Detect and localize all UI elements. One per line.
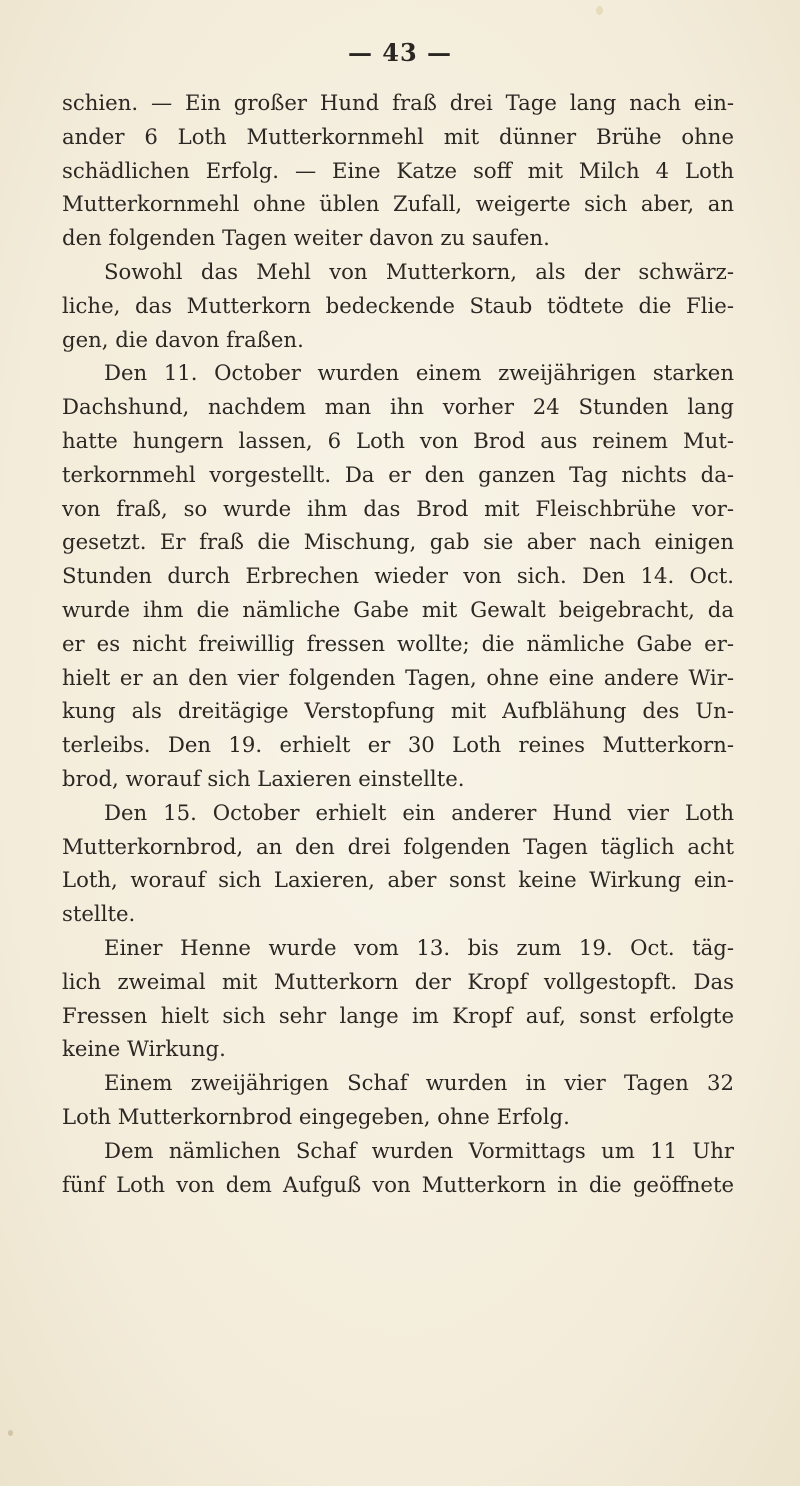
paper-spot [8, 1430, 13, 1436]
text-line: hatte hungern lassen, 6 Loth von Brod aus reinem Mut- [62, 427, 734, 453]
text-line: ander 6 Loth Mutterkornmehl mit dünner Brühe ohne [62, 123, 734, 149]
text-line: hielt er an den vier folgenden Tagen, ohne eine andere Wir- [62, 664, 734, 690]
text-line: Einem zweijährigen Schaf wurden in vier Tagen 32 [104, 1070, 734, 1096]
text-line: terleibs. Den 19. erhielt er 30 Loth reines Mutterkorn- [62, 732, 734, 758]
text-line: fünf Loth von dem Aufguß von Mutterkorn in die geöffnete [62, 1171, 734, 1197]
text-line: Stunden durch Erbrechen wieder von sich. Den 14. Oct. [62, 563, 734, 589]
text-line: stellte. [62, 901, 136, 927]
text-line: Dem nämlichen Schaf wurden Vormittags um 11 Uhr [104, 1137, 734, 1163]
text-line: keine Wirkung. [62, 1036, 226, 1062]
text-line: kung als dreitägige Verstopfung mit Aufblähung des Un- [62, 698, 734, 724]
text-line: terkornmehl vorgestellt. Da er den ganzen Tag nichts da- [62, 461, 734, 487]
text-line: gen, die davon fraßen. [62, 326, 304, 352]
text-line: Den 11. October wurden einem zweijährigen starken [104, 360, 734, 386]
text-line: Mutterkornbrod, an den drei folgenden Tagen täglich acht [62, 833, 734, 859]
text-line: schien. — Ein großer Hund fraß drei Tage lang nach ein- [62, 90, 734, 115]
text-line: Einer Henne wurde vom 13. bis zum 19. Oct. täg- [104, 934, 734, 960]
text-line: liche, das Mutterkorn bedeckende Staub tödtete die Flie- [62, 292, 734, 318]
text-line: Dachshund, nachdem man ihn vorher 24 Stunden lang [62, 394, 734, 420]
body-text [62, 86, 734, 1201]
page-number: — 43 — [347, 38, 453, 67]
paper-spot [596, 6, 603, 15]
text-line: Mutterkornmehl ohne üblen Zufall, weigerte sich aber, an [62, 191, 734, 217]
text-line: Loth, worauf sich Laxieren, aber sonst keine Wirkung ein- [62, 867, 734, 893]
text-line: Loth Mutterkornbrod eingegeben, ohne Erfolg. [62, 1103, 570, 1129]
text-line: brod, worauf sich Laxieren einstellte. [62, 765, 465, 791]
text-line: Sowohl das Mehl von Mutterkorn, als der schwärz- [104, 258, 734, 284]
text-line: wurde ihm die nämliche Gabe mit Gewalt beigebracht, da [62, 596, 734, 622]
text-line: von fraß, so wurde ihm das Brod mit Fleischbrühe vor- [62, 495, 734, 521]
text-line: er es nicht freiwillig fressen wollte; die nämliche Gabe er- [62, 630, 734, 656]
text-line: Fressen hielt sich sehr lange im Kropf auf, sonst erfolgte [62, 1002, 734, 1028]
text-line: gesetzt. Er fraß die Mischung, gab sie aber nach einigen [62, 529, 734, 555]
text-line: Den 15. October erhielt ein anderer Hund vier Loth [104, 799, 734, 825]
text-line: schädlichen Erfolg. — Eine Katze soff mit Milch 4 Loth [62, 157, 734, 183]
text-line: den folgenden Tagen weiter davon zu saufen. [62, 225, 550, 251]
text-line: lich zweimal mit Mutterkorn der Kropf vollgestopft. Das [62, 968, 734, 994]
